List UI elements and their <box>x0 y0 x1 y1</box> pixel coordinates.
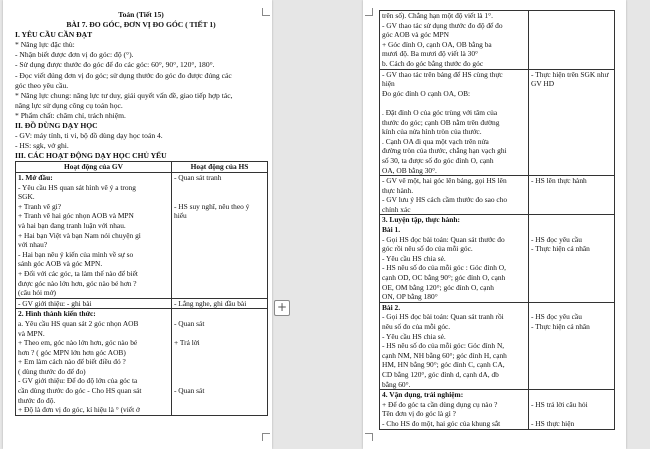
cell-text-line: + Độ là đơn vị đo góc, kí hiệu là ° (viết ở <box>18 405 140 415</box>
text-line: năng lực sử dụng công cụ toán học. <box>15 100 123 110</box>
cell-text-line <box>531 215 612 225</box>
cell-text-line: . Đặt đỉnh O của góc trùng với tâm của <box>382 107 498 117</box>
section-heading: I. YÊU CẦU CẦN ĐẠT <box>15 30 93 40</box>
section-heading: II. ĐỒ DÙNG DẠY HỌC <box>15 121 98 131</box>
cell-text-line: thực hành. <box>382 185 414 195</box>
page-margin-mark <box>365 433 373 441</box>
lesson-header: Toán (Tiết 15) <box>118 10 164 19</box>
cell-text-line: - GV lưu ý HS cách cầm thước đo sao cho <box>382 195 508 205</box>
activity-heading: 1. Mở đầu: <box>18 173 53 182</box>
cell-text-line: (câu hỏi mở) <box>18 288 56 298</box>
cell-text-line <box>531 225 612 235</box>
cell-text-line <box>174 309 265 319</box>
cell-text-line: - Lắng nghe, ghi đầu bài <box>174 298 247 308</box>
cell-text-line: ( dùng thước đo để đo) <box>18 366 86 376</box>
page-margin-mark <box>262 8 270 16</box>
cell-text-line <box>531 303 612 313</box>
gv-activity-cell <box>380 69 529 176</box>
table-row <box>380 390 615 429</box>
cell-text-line: trên số). Chẳng hạn một độ viết là 1°. <box>382 11 493 20</box>
column-header-gv: Hoạt động của GV <box>16 162 172 173</box>
cell-text-line: - GV thao tác sử dụng thước đo độ để đo <box>382 20 503 30</box>
activity-heading: 4. Vận dụng, trải nghiệm: <box>382 390 464 400</box>
cell-text-line: + Hai bạn Việt và bạn Nam nói chuyện gì <box>18 230 141 240</box>
hs-activity-cell <box>529 69 615 176</box>
hs-activity-cell <box>172 173 268 299</box>
cell-text-line: + Để đo góc ta cần dùng dụng cụ nào ? <box>382 399 498 409</box>
cell-text-line: GV HD <box>531 79 555 89</box>
activity-heading: Bài 2. <box>382 302 401 312</box>
cell-text-line: SGK. <box>18 192 35 202</box>
text-line: * Năng lực chung: năng lực tư duy, giải quyết vấn đề, giao tiếp hợp tác, <box>15 90 233 100</box>
cell-text-line: ON, OP bằng 180° <box>382 292 438 302</box>
table-header-row <box>16 162 268 173</box>
gv-activity-cell <box>380 215 529 302</box>
cell-text-line: - HS nêu số đo của mỗi góc: Góc đỉnh N, <box>382 341 505 351</box>
cell-text-line: + Trả lời <box>174 338 200 348</box>
table-row <box>380 215 615 302</box>
cell-text-line: - Yêu cầu HS chia sẻ. <box>382 253 446 263</box>
gv-activity-cell <box>16 173 172 299</box>
hs-activity-cell <box>529 176 615 215</box>
gv-activity-cell <box>380 390 529 429</box>
page-margin-mark <box>365 8 373 16</box>
table-row <box>16 298 268 309</box>
cell-text-line: - Thực hiện trên SGK như <box>531 69 609 79</box>
activity-heading: 3. Luyện tập, thực hành: <box>382 215 460 225</box>
table-row <box>380 69 615 176</box>
cell-text-line <box>174 329 265 339</box>
gv-activity-cell <box>380 176 529 215</box>
activity-heading: 2. Hình thành kiến thức: <box>18 309 96 319</box>
cell-text-line: cần dùng thước đo góc - Cho HS quan sát <box>18 386 142 396</box>
activity-heading: Bài 1. <box>382 225 401 235</box>
cell-text-line: - GV giới thiệu: Để đo độ lớn của góc ta <box>18 376 138 386</box>
cell-text-line: - HS nêu số đo của mỗi góc : Góc đỉnh O, <box>382 263 506 273</box>
cell-text-line: cạnh NM, NH bằng 60°; góc đỉnh H, cạnh <box>382 350 507 360</box>
cell-text-line: đường tròn của thước, chẳng hạn vạch ghi <box>382 146 507 156</box>
cell-text-line: + Góc đỉnh O, cạnh OA, OB bằng ba <box>382 39 492 49</box>
gv-activity-cell <box>16 298 172 309</box>
cell-text-line: - Quan sát tranh <box>174 173 222 182</box>
cell-text-line: - Gọi HS đọc bài toán: Quan sát thước đo <box>382 234 505 244</box>
cell-text-line: - Yêu cầu HS chia sẻ. <box>382 331 446 341</box>
cell-text-line: sánh góc AOB và góc MPN. <box>18 259 103 269</box>
hs-activity-cell <box>529 215 615 302</box>
cell-text-line: kính của nửa hình tròn của thước. <box>382 127 482 137</box>
cell-text-line: - Gọi HS đọc bài toán: Quan sát tranh rồi <box>382 312 504 322</box>
hs-activity-cell <box>172 298 268 309</box>
section-heading: III. CÁC HOẠT ĐỘNG DẠY HỌC CHỦ YẾU <box>15 151 167 161</box>
cell-text-line: + Đối với các góc, ta làm thế nào để biết <box>18 268 138 278</box>
cell-text-line: OA, OB bằng 30°. <box>382 165 437 175</box>
cell-text-line: b. Cách đo góc bằng thước đo góc <box>382 58 484 68</box>
cell-text-line: CD bằng 120°, góc đỉnh d, cạnh dA, db <box>382 369 499 379</box>
right-page-content <box>379 10 614 430</box>
cell-text-line: a. Yêu cầu HS quan sát 2 góc nhọn AOB <box>18 318 139 328</box>
table-row <box>380 176 615 215</box>
cell-text-line: hiểu <box>174 211 187 221</box>
cell-text-line: với nhau? <box>18 240 48 250</box>
cell-text-line: HM, HN bằng 90°; góc đỉnh C, cạnh CA, <box>382 360 505 370</box>
cell-text-line: số 30, ta được số đo góc đỉnh O, cạnh <box>382 155 494 165</box>
gv-activity-cell <box>16 309 172 416</box>
cell-text-line <box>174 376 265 386</box>
document-page-left <box>3 0 272 449</box>
text-line: * Phẩm chất: chăm chỉ, trách nhiệm. <box>15 110 126 120</box>
hs-activity-cell <box>172 309 268 416</box>
hs-activity-cell <box>529 390 615 429</box>
cell-text-line: + Tranh vẽ hai góc nhọn AOB và MPN <box>18 211 134 221</box>
text-line: góc theo yêu cầu. <box>15 80 69 90</box>
document-page-right <box>363 0 626 449</box>
table-row <box>380 302 615 389</box>
text-line: - HS: sgk, vở ghi. <box>15 141 69 151</box>
cell-text-line: - Hai bạn nêu ý kiến của mình về sự so <box>18 249 134 259</box>
cell-text-line <box>382 98 526 108</box>
table-row <box>380 11 615 70</box>
lesson-title: BÀI 7. ĐO GÓC, ĐƠN VỊ ĐO GÓC ( TIẾT 1) <box>66 20 216 30</box>
cell-text-line <box>174 357 265 367</box>
cell-text-line: - GV vẽ một, hai góc lên bảng, gọi HS lên <box>382 176 507 186</box>
cell-text-line: cạnh OD, OC bằng 90°; góc đỉnh O, cạnh <box>382 273 506 283</box>
cell-text-line: góc AOB và góc MPN <box>382 30 449 40</box>
cell-text-line <box>174 183 265 193</box>
cell-text-line: - HS suy nghĩ, nêu theo ý <box>174 201 250 211</box>
cell-text-line: mươi độ. Ba mươi độ viết là 30° <box>382 49 478 59</box>
activities-table-continued <box>379 10 615 430</box>
cell-text-line: hiện <box>382 79 395 89</box>
cell-text-line: Đo góc đỉnh O cạnh OA, OB: <box>382 88 471 98</box>
cell-text-line: - HS lên thực hành <box>531 176 587 186</box>
cell-text-line: - HS thực hiện <box>531 418 575 428</box>
text-line: - Sử dụng được thước đo góc để đo các góc: 60°, 90°, 120°, 180°. <box>15 60 215 70</box>
cell-text-line: được góc nào lớn hơn, góc nào bé hơn ? <box>18 278 137 288</box>
cell-text-line <box>174 348 265 358</box>
cell-text-line: + Theo em, góc nào lớn hơn, góc nào bé <box>18 338 138 348</box>
left-page-content <box>15 10 267 416</box>
gv-activity-cell <box>380 302 529 389</box>
cell-text-line: - Cho HS đo một, hai góc của khung sắt <box>382 418 501 428</box>
cell-text-line: bằng 60°. <box>382 379 411 389</box>
page-margin-mark <box>262 433 270 441</box>
cell-text-line: + Tranh vẽ gì? <box>18 201 61 211</box>
cell-text-line: - HS đọc yêu cầu <box>531 234 582 244</box>
cell-text-line: và MPN. <box>18 328 45 338</box>
cell-text-line: và hai bạn đang tranh luận với nhau. <box>18 220 126 230</box>
cell-text-line: góc rồi nêu số đo của mỗi góc. <box>382 244 473 254</box>
cell-text-line: - GV thao tác trên bảng để HS cùng thực <box>382 69 503 79</box>
cell-text-line: - GV giới thiệu: - ghi bài <box>18 298 92 308</box>
cell-text-line: - HS trả lời câu hỏi <box>531 399 588 409</box>
objectives-text <box>15 40 267 161</box>
cell-text-line: - Quan sát <box>174 386 205 396</box>
cell-text-line: thước đo góc; cạnh OB nằm trên đường <box>382 117 500 127</box>
gv-activity-cell <box>380 11 529 70</box>
hs-activity-cell <box>529 302 615 389</box>
cell-text-line: . Cạnh OA đi qua một vạch trên nửa <box>382 136 489 146</box>
text-line: - GV: máy tính, ti vi, bộ đồ dùng dạy học toán 4. <box>15 131 163 141</box>
cell-text-line: chính xác <box>382 204 411 214</box>
cell-text-line: - Thực hiện cá nhân <box>531 244 590 254</box>
cell-text-line <box>531 390 612 400</box>
cell-text-line: OE, OM bằng 120°; góc đỉnh O, cạnh <box>382 282 494 292</box>
cell-text-line: - Quan sát <box>174 318 205 328</box>
cell-text-line: - Thực hiện cá nhân <box>531 322 590 331</box>
text-line: - Đọc viết đúng đơn vị đo góc; sử dụng thước đo góc đo được đúng các <box>15 70 232 80</box>
activities-table <box>15 161 268 415</box>
cell-text-line: - Yêu cầu HS quan sát hình vẽ ý a trong <box>18 182 136 192</box>
column-header-hs: Hoạt động của HS <box>172 162 268 173</box>
text-line: - Nhận biết được đơn vị đo góc: độ (°). <box>15 50 134 60</box>
cell-text-line <box>174 192 265 202</box>
hs-activity-cell <box>529 11 615 70</box>
cell-text-line <box>174 367 265 377</box>
table-row <box>16 173 268 299</box>
cell-text-line: thước đo độ. <box>18 395 56 405</box>
cell-text-line: Tên đơn vị đo góc là gì ? <box>382 409 456 419</box>
cell-text-line: hơn ? ( góc MPN lớn hơn góc AOB) <box>18 347 126 357</box>
cell-text-line: - HS đọc yêu cầu <box>531 312 582 322</box>
cell-text-line: nêu số đo của mỗi góc. <box>382 322 451 331</box>
cell-text-line <box>531 409 612 419</box>
cell-text-line: + Em làm cách nào để biết điều đó ? <box>18 357 126 367</box>
table-row <box>16 309 268 416</box>
text-line: * Năng lực đặc thù: <box>15 40 75 50</box>
add-button[interactable]: + <box>274 300 290 316</box>
